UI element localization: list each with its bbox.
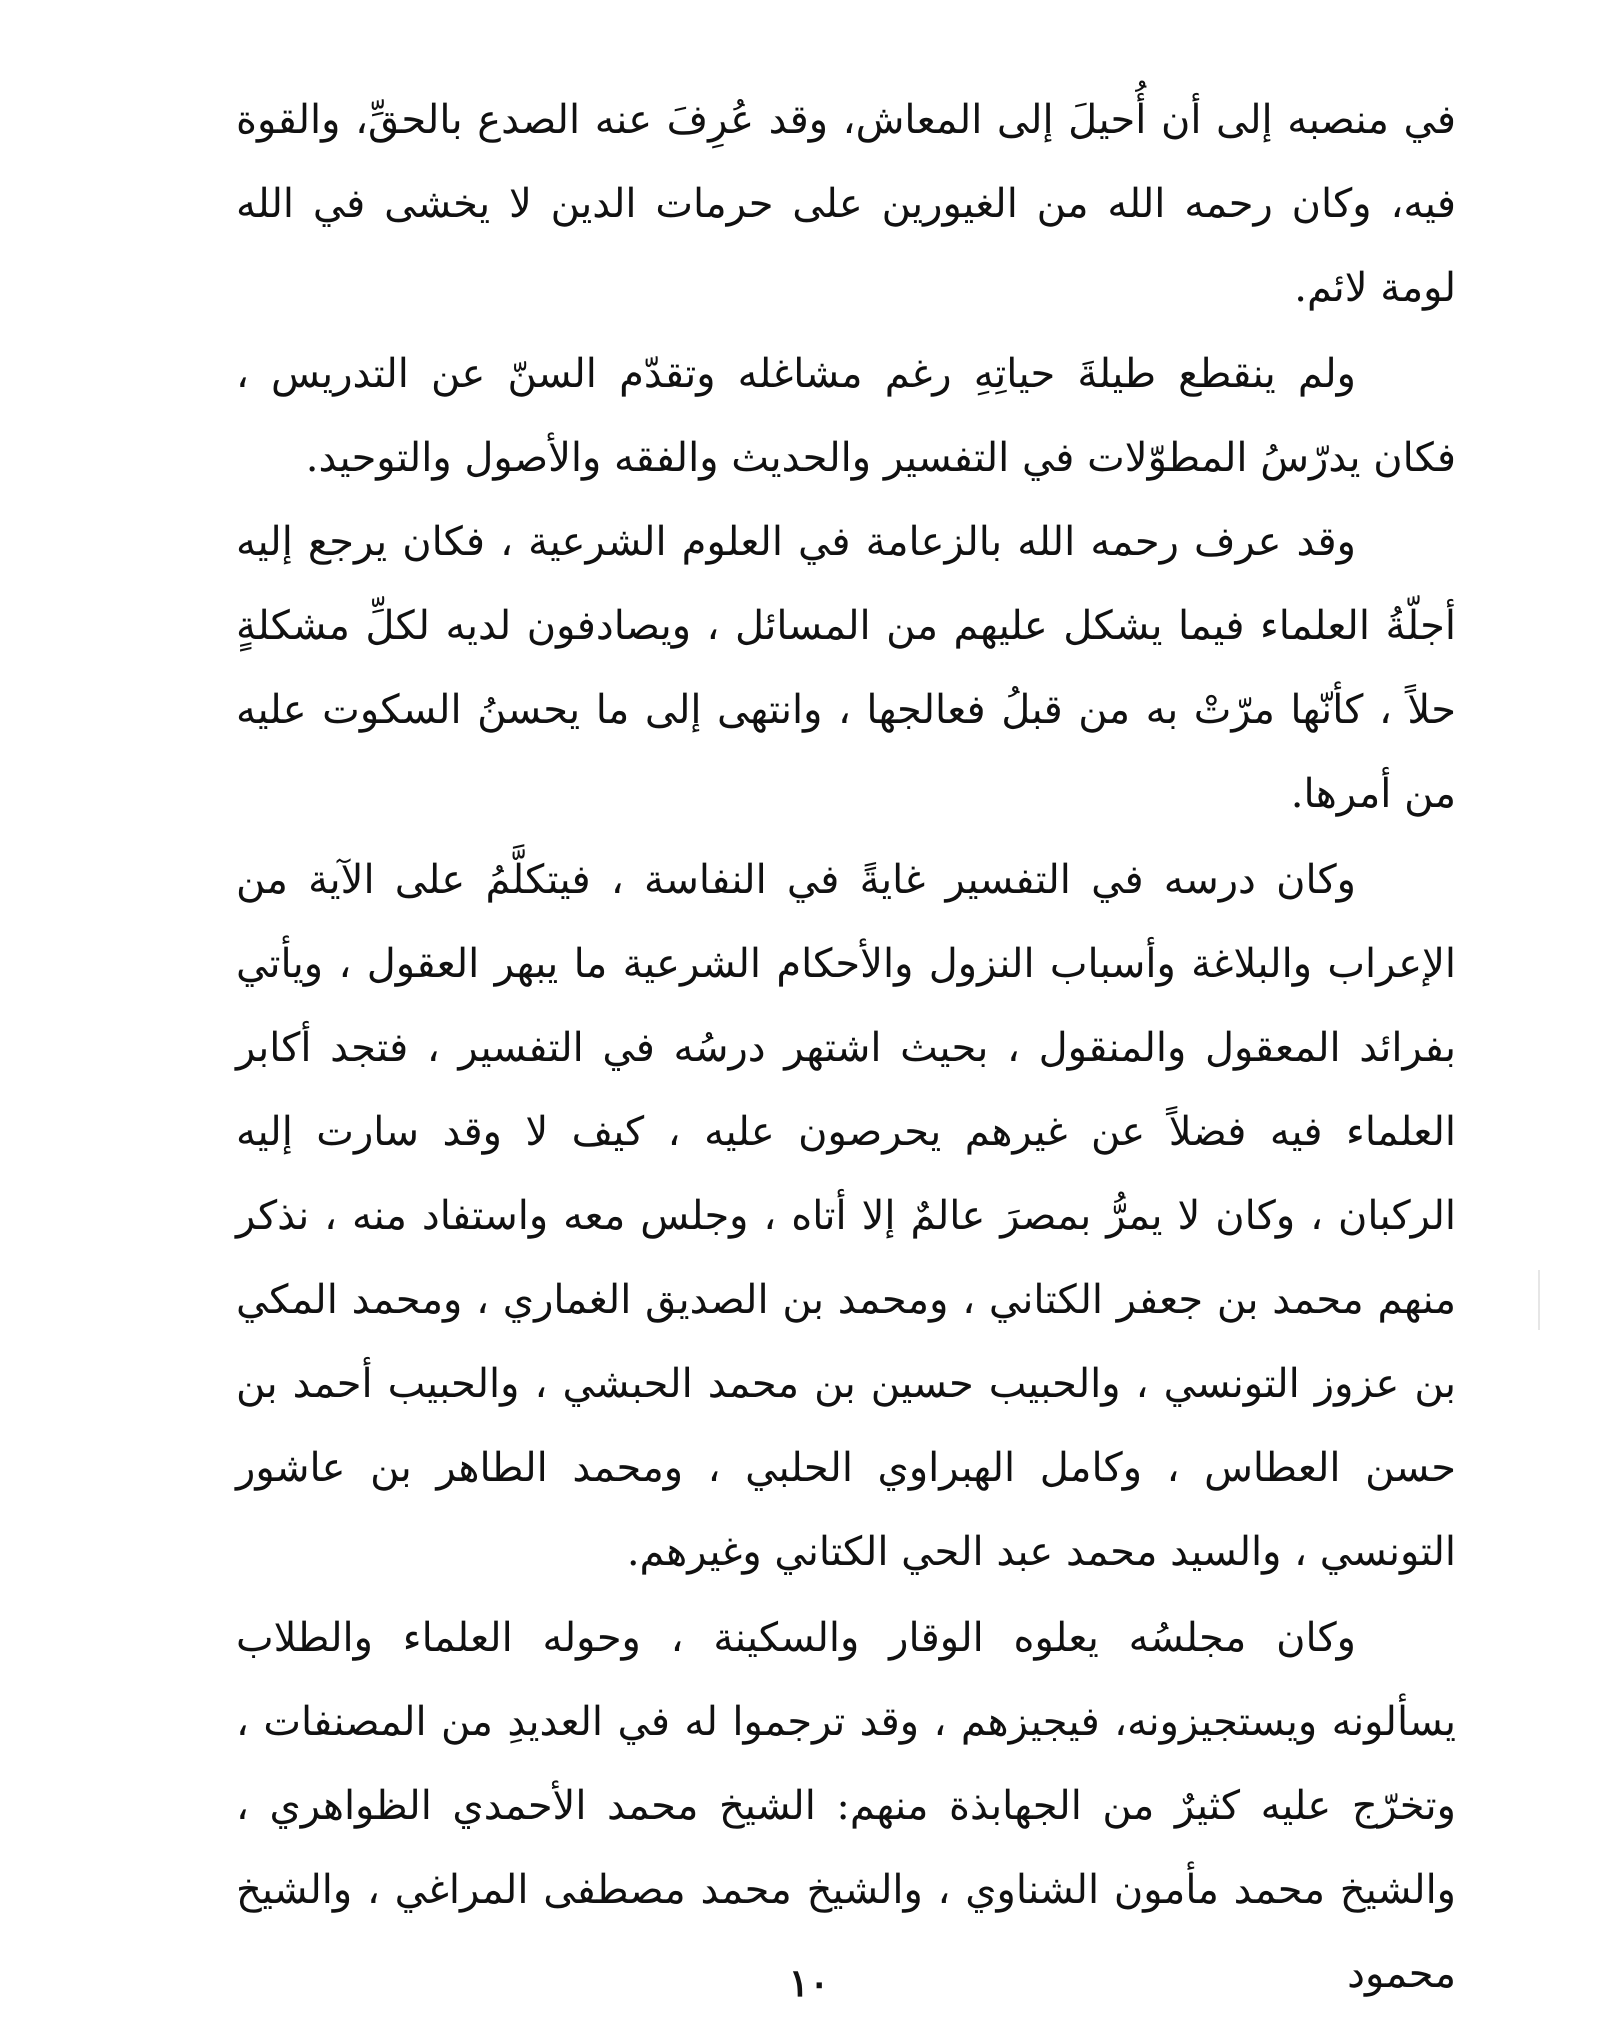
paragraph-4: وكان درسه في التفسير غايةً في النفاسة ، فيتكلَّمُ على الآية من الإعراب والبلاغة وأسباب النزول والأحكام الشرعية ما يبهر العقول ، ويأتي بفرائد المعقول والمنقول ، بحيث اشتهر درسُه في التفسير ، فتجد أكابر العلماء فيه فضلاً عن غيرهم يحرصون عليه ، كيف لا وقد سارت إليه الركبان ، وكان لا يمرُّ بمصرَ عالمٌ إلا أتاه ، وجلس معه واستفاد منه ، نذكر منهم محمد بن جعفر الكتاني ، ومحمد بن الصديق الغماري ، ومحمد المكي بن عزوز التونسي ، والحبيب حسين بن محمد الحبشي ، والحبيب أحمد بن حسن العطاس ، وكامل الهبراوي الحلبي ، ومحمد الطاهر بن عاشور التونسي ، والسيد محمد عبد الحي الكتاني وغيرهم. — [236, 857, 1456, 1575]
paragraph-2: ولم ينقطع طيلةَ حياتِهِ رغم مشاغله وتقدّم السنّ عن التدريس ، فكان يدرّسُ المطوّلات في التفسير والحديث والفقه والأصول والتوحيد. — [236, 351, 1456, 481]
paragraph-1: في منصبه إلى أن أُحيلَ إلى المعاش، وقد عُرِفَ عنه الصدع بالحقِّ، والقوة فيه، وكان رحمه الله من الغيورين على حرمات الدين لا يخشى في الله لومة لائم. — [236, 97, 1456, 311]
paragraph-5: وكان مجلسُه يعلوه الوقار والسكينة ، وحوله العلماء والطلاب يسألونه ويستجيزونه، فيجيزهم ، وقد ترجموا له في العديدِ من المصنفات ، وتخرّج عليه كثيرٌ من الجهابذة منهم: الشيخ محمد الأحمدي الظواهري ، والشيخ محمد مأمون الشناوي ، والشيخ محمد مصطفى المراغي ، والشيخ محمود — [236, 1615, 1456, 1997]
paragraph-3: وقد عرف رحمه الله بالزعامة في العلوم الشرعية ، فكان يرجع إليه أجلّةُ العلماء فيما يشكل عليهم من المسائل ، ويصادفون لديه لكلِّ مشكلةٍ حلاً ، كأنّها مرّتْ به من قبلُ فعالجها ، وانتهى إلى ما يحسنُ السكوت عليه من أمرها. — [236, 519, 1456, 817]
margin-scan-mark — [1538, 1270, 1540, 1330]
page-number: ١٠ — [788, 1960, 830, 2005]
body-text — [236, 78, 1456, 2016]
